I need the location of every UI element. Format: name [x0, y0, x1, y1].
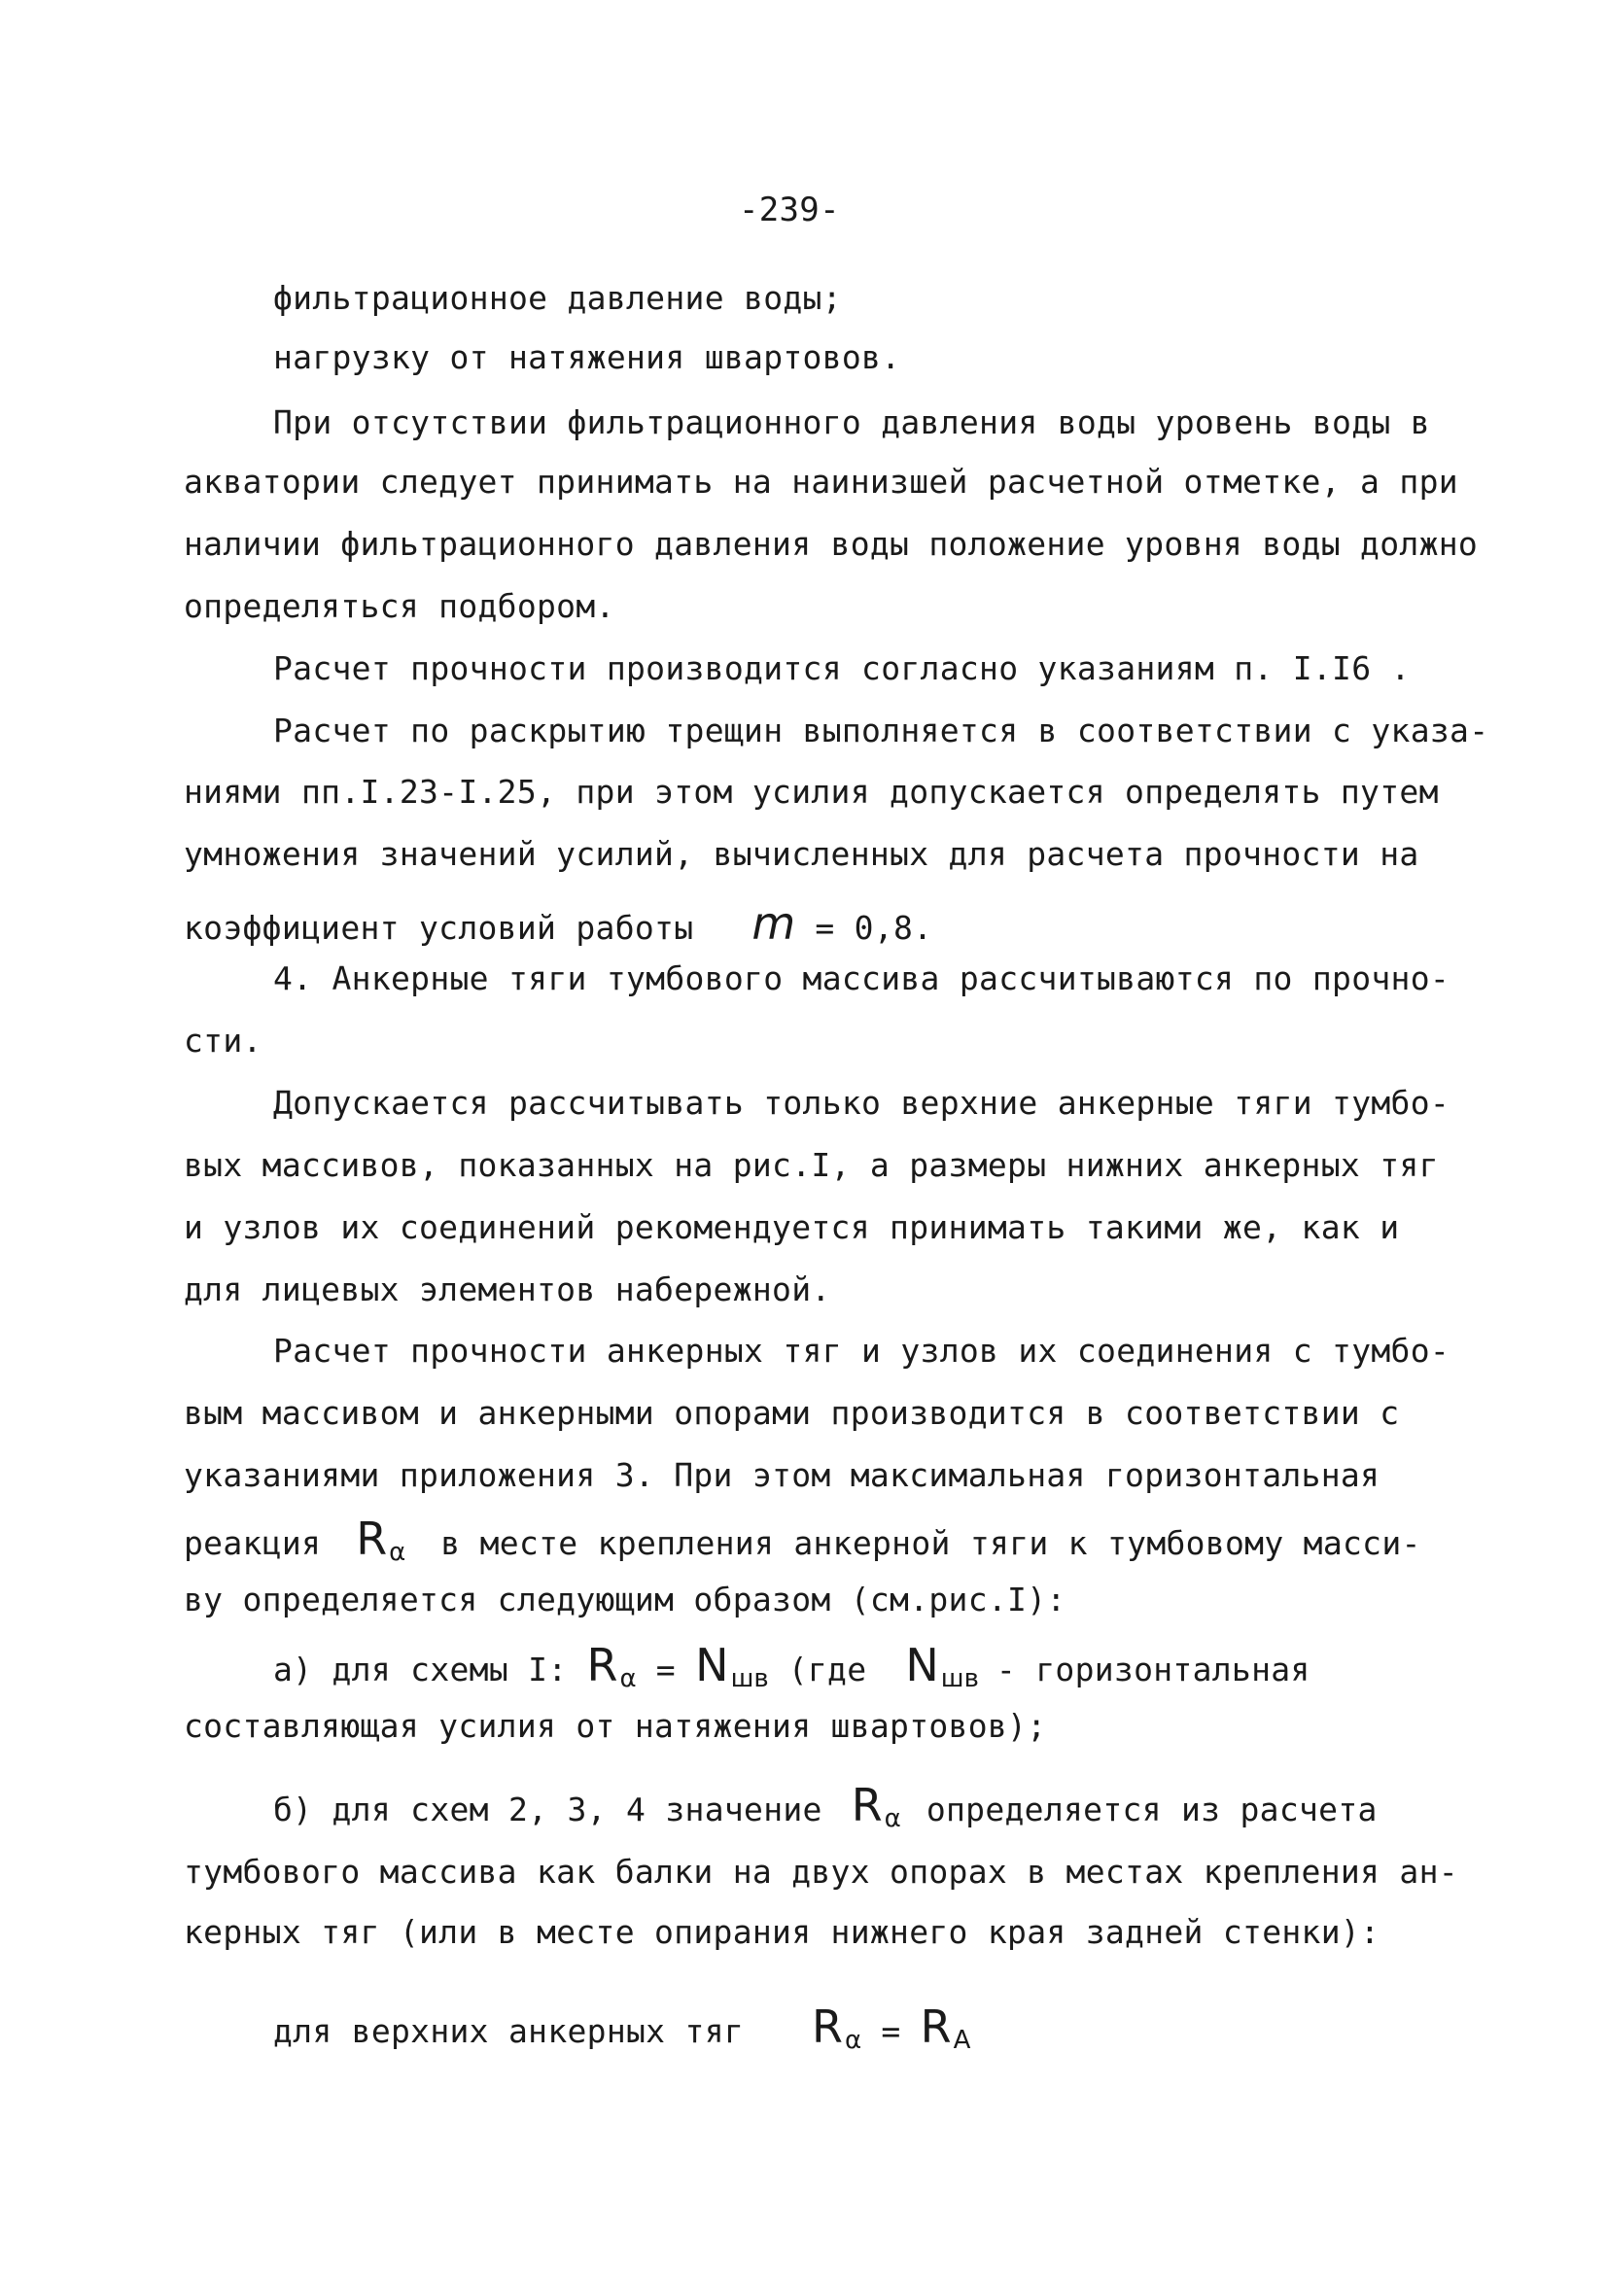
text-line: составляющая усилия от натяжения швартовов);	[184, 1707, 1047, 1745]
math-equals: =	[881, 2012, 901, 2050]
text-line	[273, 1779, 1378, 1833]
text-line: ву определяется следующим образом (см.рис.I):	[184, 1581, 1066, 1618]
text-line: тумбового массива как балки на двух опорах в местах крепления ан-	[184, 1853, 1458, 1891]
text-line: Расчет прочности производится согласно указаниям п. I.I6 .	[273, 649, 1411, 687]
math-Ra: $R_\alpha$	[812, 2000, 862, 2055]
text-line: При отсутствии фильтрационного давления воды уровень воды в	[273, 403, 1430, 441]
text-line: для лицевых элементов набережной.	[184, 1270, 831, 1308]
math-Ra: $R_\alpha$	[356, 1513, 406, 1567]
text-fragment: в месте крепления анкерной тяги к тумбовому масси-	[440, 1524, 1421, 1562]
text-line: и узлов их соединений рекомендуется принимать такими же, как и	[184, 1208, 1400, 1246]
text-line: сти.	[184, 1022, 262, 1060]
text-fragment: - горизонтальная	[996, 1651, 1310, 1688]
text-fragment: коэффициент условий работы	[184, 909, 694, 947]
page-number: -239-	[739, 191, 840, 229]
text-line	[184, 1513, 1421, 1567]
math-N-shv: $N_{шв}$	[695, 1639, 769, 1693]
math-RA: $R_A$	[920, 2000, 971, 2055]
text-line: указаниями приложения 3. При этом максимальная горизонтальная	[184, 1456, 1380, 1494]
math-N-shv: $N_{шв}$	[905, 1639, 979, 1693]
text-fragment: б) для схем 2, 3, 4 значение	[273, 1791, 822, 1828]
text-line: ниями пп.I.23-I.25, при этом усилия допускается определять путем	[184, 773, 1439, 811]
text-line: вых массивов, показанных на рис.I, а размеры нижних анкерных тяг	[184, 1146, 1439, 1184]
text-fragment: (где	[787, 1651, 867, 1688]
math-Ra: $R_\alpha$	[586, 1639, 637, 1693]
math-equals: =	[655, 1651, 676, 1688]
math-m: m	[751, 897, 796, 950]
text-fragment: для верхних анкерных тяг	[273, 2012, 745, 2050]
text-line: 4. Анкерные тяги тумбового массива рассчитываются по прочно-	[273, 959, 1450, 997]
text-fragment: реакция	[184, 1524, 322, 1562]
text-line	[184, 897, 932, 950]
text-line: определяться подбором.	[184, 587, 615, 625]
text-line: Расчет по раскрытию трещин выполняется в соответствии с указа-	[273, 712, 1489, 749]
text-fragment: а) для схемы I:	[273, 1651, 568, 1688]
text-line	[273, 2000, 970, 2055]
math-Ra: $R_\alpha$	[851, 1779, 901, 1833]
text-line: Допускается рассчитывать только верхние анкерные тяги тумбо-	[273, 1084, 1450, 1122]
text-line: вым массивом и анкерными опорами производится в соответствии с	[184, 1394, 1400, 1432]
text-line: нагрузку от натяжения швартовов.	[273, 338, 901, 376]
text-fragment: = 0,8.	[815, 909, 933, 947]
text-fragment: определяется из расчета	[926, 1791, 1378, 1828]
text-line	[273, 1639, 1310, 1693]
text-line: акватории следует принимать на наинизшей расчетной отметке, а при	[184, 463, 1458, 501]
text-line: фильтрационное давление воды;	[273, 279, 842, 317]
text-line: Расчет прочности анкерных тяг и узлов их соединения с тумбо-	[273, 1332, 1450, 1370]
text-line: керных тяг (или в месте опирания нижнего края задней стенки):	[184, 1913, 1380, 1951]
text-line: наличии фильтрационного давления воды положение уровня воды должно	[184, 525, 1479, 563]
text-line: умножения значений усилий, вычисленных для расчета прочности на	[184, 835, 1419, 873]
